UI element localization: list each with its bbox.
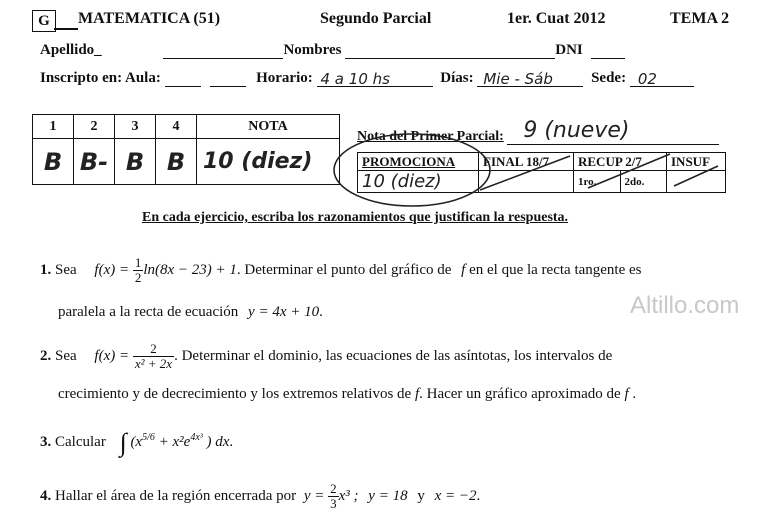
- q1-text1: . Determinar el punto del gráfico de: [236, 261, 452, 278]
- q2-frac-num: 2: [133, 342, 174, 357]
- grade-header-nota: NOTA: [197, 115, 340, 139]
- q4-number: 4.: [40, 487, 52, 504]
- question-2: [40, 342, 612, 371]
- q2-f: f: [414, 386, 420, 402]
- apellido-row: [40, 42, 625, 59]
- dni-label: DNI: [555, 42, 583, 58]
- q2-text1: . Determinar el dominio, las ecuaciones de las asíntotas, los intervalos de: [174, 347, 613, 364]
- aula-field[interactable]: [165, 70, 201, 87]
- dias-label: Días:: [440, 70, 474, 86]
- promo-header-insuf: INSUF: [667, 153, 726, 171]
- grade-value-4: B: [156, 139, 197, 185]
- question-2-line2: [58, 384, 636, 404]
- promo-recup-2: 2do.: [620, 171, 667, 193]
- aula-field-2[interactable]: [210, 70, 246, 87]
- q4-lead: Hallar el área de la región encerrada por: [55, 487, 297, 504]
- grade-value-nota: 10 (diez): [197, 139, 340, 185]
- apellido-field[interactable]: [163, 42, 283, 59]
- q3-expr: (x: [130, 434, 143, 450]
- q2-line2: crecimiento y de decrecimiento y los extremos relativos de: [58, 386, 412, 402]
- question-1: [40, 256, 642, 285]
- q2-end: .: [632, 386, 637, 402]
- q4-expr: x³ ;: [338, 487, 359, 504]
- promo-promociona-value: 10 (diez): [358, 171, 479, 193]
- q2-line2b: . Hacer un gráfico aproximado de: [419, 386, 621, 402]
- exam-period: 1er. Cuat 2012: [507, 10, 606, 27]
- q2-f2: f: [624, 386, 629, 402]
- recup-strike: [588, 154, 670, 188]
- g-box: [32, 10, 56, 32]
- q3-expr3: ) dx: [206, 434, 230, 450]
- q2-frac-den: x² + 2x: [134, 356, 173, 371]
- question-4: [40, 482, 480, 511]
- q4-conj: y: [417, 487, 425, 504]
- grade-value-1: B: [33, 139, 74, 185]
- exam-theme: TEMA 2: [670, 10, 730, 27]
- q3-integral: ∫: [119, 427, 127, 457]
- q1-lead: Sea: [55, 261, 77, 278]
- course-title: MATEMATICA (51): [78, 10, 221, 27]
- inscripto-label: Inscripto en: Aula:: [40, 70, 161, 86]
- q4-end: .: [476, 487, 481, 504]
- promociona-circle: [334, 134, 490, 206]
- q1-line2: paralela a la recta de ecuación: [58, 304, 239, 320]
- g-underline: [54, 28, 78, 30]
- q1-f: f: [461, 261, 466, 278]
- promo-marks: [330, 118, 750, 208]
- q2-fraction: [133, 342, 174, 371]
- horario-field[interactable]: 4 a 10 hs: [317, 70, 433, 87]
- promo-recup-1: 1ro.: [574, 171, 621, 193]
- horario-label: Horario:: [256, 70, 313, 86]
- inscripto-row: [40, 70, 694, 87]
- q2-func: f(x) =: [94, 347, 130, 364]
- grade-value-3: B: [115, 139, 156, 185]
- exam-title: Segundo Parcial: [320, 10, 432, 27]
- q1-end: .: [319, 304, 323, 320]
- q4-frac-num: 2: [330, 481, 337, 496]
- promo-header-recup: RECUP 2/7: [574, 153, 667, 171]
- q3-exp1: 5/6: [142, 432, 155, 443]
- grade-value-2: B-: [74, 139, 115, 185]
- q1-expr: ln(8x − 23) + 1: [143, 261, 237, 278]
- nombres-field[interactable]: [345, 42, 555, 59]
- first-exam-label: Nota del Primer Parcial:: [357, 129, 504, 144]
- grades-header-row: [33, 115, 340, 139]
- q1-func: f(x) =: [94, 261, 130, 278]
- q4-fraction: [328, 482, 339, 511]
- watermark: Altillo.com: [630, 292, 740, 319]
- insuf-strike: [674, 166, 718, 186]
- q1-frac-den: 2: [134, 270, 142, 285]
- q1-text2: en el que la recta tangente es: [469, 261, 642, 278]
- promo-header-final: FINAL 18/7: [479, 153, 574, 171]
- grades-table: [32, 114, 340, 185]
- final-strike: [480, 156, 570, 190]
- promo-header-promociona: PROMOCIONA: [358, 153, 479, 171]
- dias-field[interactable]: Mie - Sáb: [477, 70, 583, 87]
- grade-header-2: 2: [74, 115, 115, 139]
- grades-value-row: [33, 139, 340, 185]
- q1-fraction: [133, 256, 144, 285]
- sede-label: Sede:: [591, 70, 627, 86]
- dni-field[interactable]: [591, 42, 625, 59]
- q3-end: .: [229, 434, 234, 450]
- q3-lead: Calcular: [55, 434, 106, 450]
- grade-header-1: 1: [33, 115, 74, 139]
- apellido-label: Apellido_: [40, 42, 102, 58]
- q4-y: y =: [303, 487, 325, 504]
- instruction: En cada ejercicio, escriba los razonamientos que justifican la respuesta.: [142, 210, 569, 225]
- g-box-label: G: [38, 13, 50, 29]
- q2-lead: Sea: [55, 347, 77, 364]
- grade-header-4: 4: [156, 115, 197, 139]
- q3-number: 3.: [40, 434, 52, 450]
- q4-frac-den: 3: [330, 496, 337, 511]
- question-3: [40, 427, 234, 457]
- q3-expr2: + x²e: [158, 434, 191, 450]
- grade-header-3: 3: [115, 115, 156, 139]
- q1-frac-num: 1: [134, 255, 142, 270]
- sede-field[interactable]: 02: [630, 70, 694, 87]
- q3-exp2: 4x³: [190, 432, 203, 443]
- first-exam-value: 9 (nueve): [507, 118, 719, 145]
- q4-y2: y = 18: [368, 487, 408, 504]
- q1-number: 1.: [40, 261, 52, 278]
- nombres-label: Nombres: [283, 42, 342, 58]
- q1-eq: y = 4x + 10: [248, 304, 320, 320]
- q4-x: x = −2: [434, 487, 477, 504]
- q2-number: 2.: [40, 347, 52, 364]
- question-1-line2: [58, 302, 323, 322]
